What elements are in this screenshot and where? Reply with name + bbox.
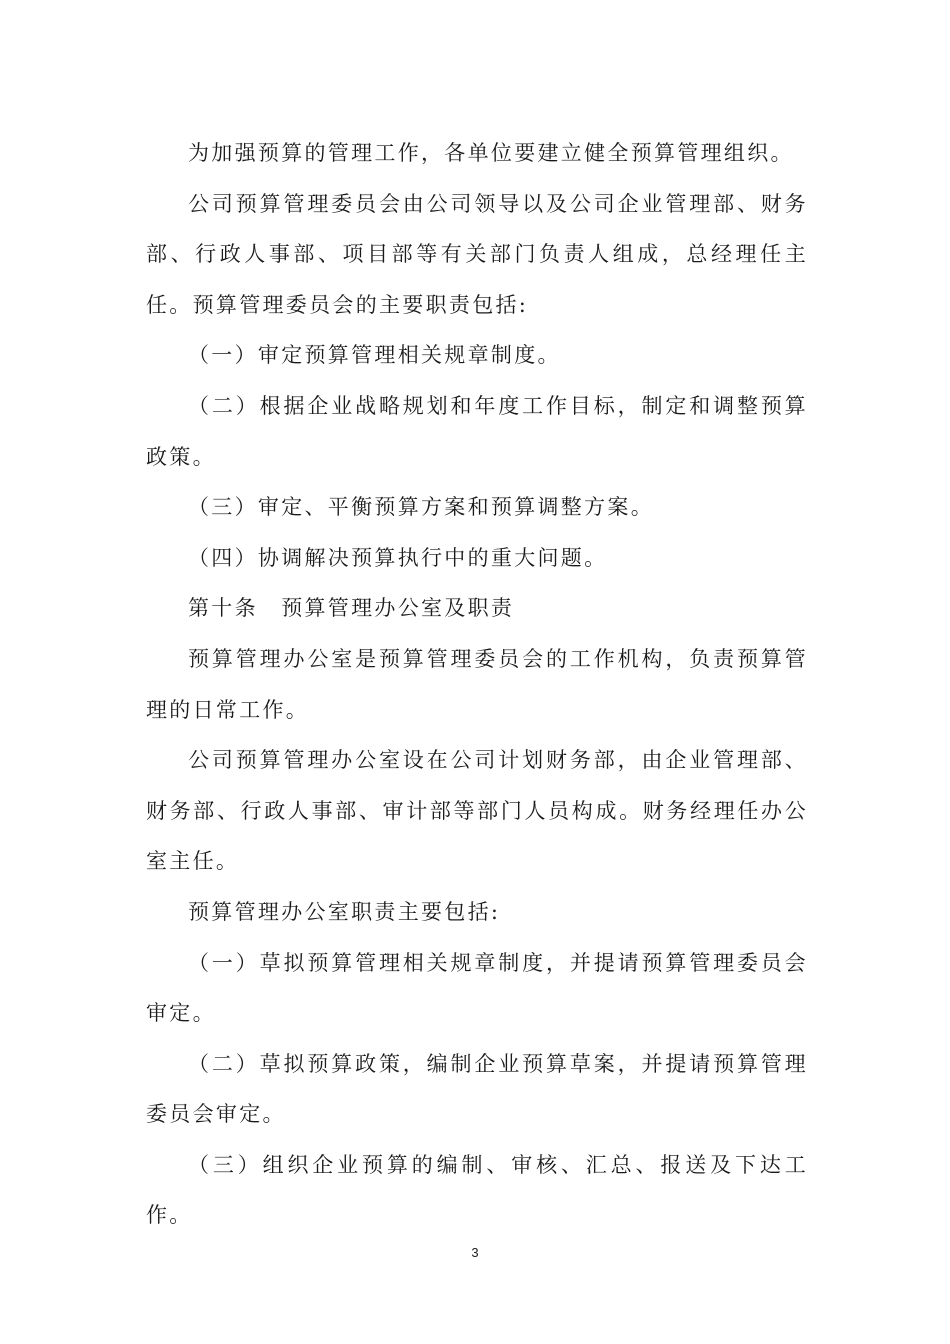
committee-duty-1: （一）审定预算管理相关规章制度。 [188,343,561,368]
committee-duty-4: （四）协调解决预算执行中的重大问题。 [188,545,608,570]
paragraph-office-definition: 预算管理办公室是预算管理委员会的工作机构，负责预算管理的日常工作。 [146,646,808,722]
paragraph-budget-organization: 为加强预算的管理工作，各单位要建立健全预算管理组织。 [188,141,794,165]
committee-duty-3: （三）审定、平衡预算方案和预算调整方案。 [188,495,654,520]
paragraph-office-composition: 公司预算管理办公室设在公司计划财务部，由企业管理部、财务部、行政人事部、审计部等部门人员构成。财务经理任办公室主任。 [146,748,808,874]
document-body [146,128,808,1241]
office-duty-3: （三）组织企业预算的编制、审核、汇总、报送及下达工作。 [146,1152,808,1228]
paragraph-office-duties-intro: 预算管理办公室职责主要包括: [188,899,501,924]
paragraph-committee-composition: 公司预算管理委员会由公司领导以及公司企业管理部、财务部、行政人事部、项目部等有关部门负责人组成，总经理任主任。预算管理委员会的主要职责包括: [146,191,808,317]
office-duty-1: （一）草拟预算管理相关规章制度，并提请预算管理委员会审定。 [146,950,808,1026]
office-duty-2: （二）草拟预算政策，编制企业预算草案，并提请预算管理委员会审定。 [146,1051,808,1127]
article-10-heading: 第十条 预算管理办公室及职责 [188,596,515,621]
page-number: 3 [471,1245,479,1260]
committee-duty-2: （二）根据企业战略规划和年度工作目标，制定和调整预算政策。 [146,393,808,469]
